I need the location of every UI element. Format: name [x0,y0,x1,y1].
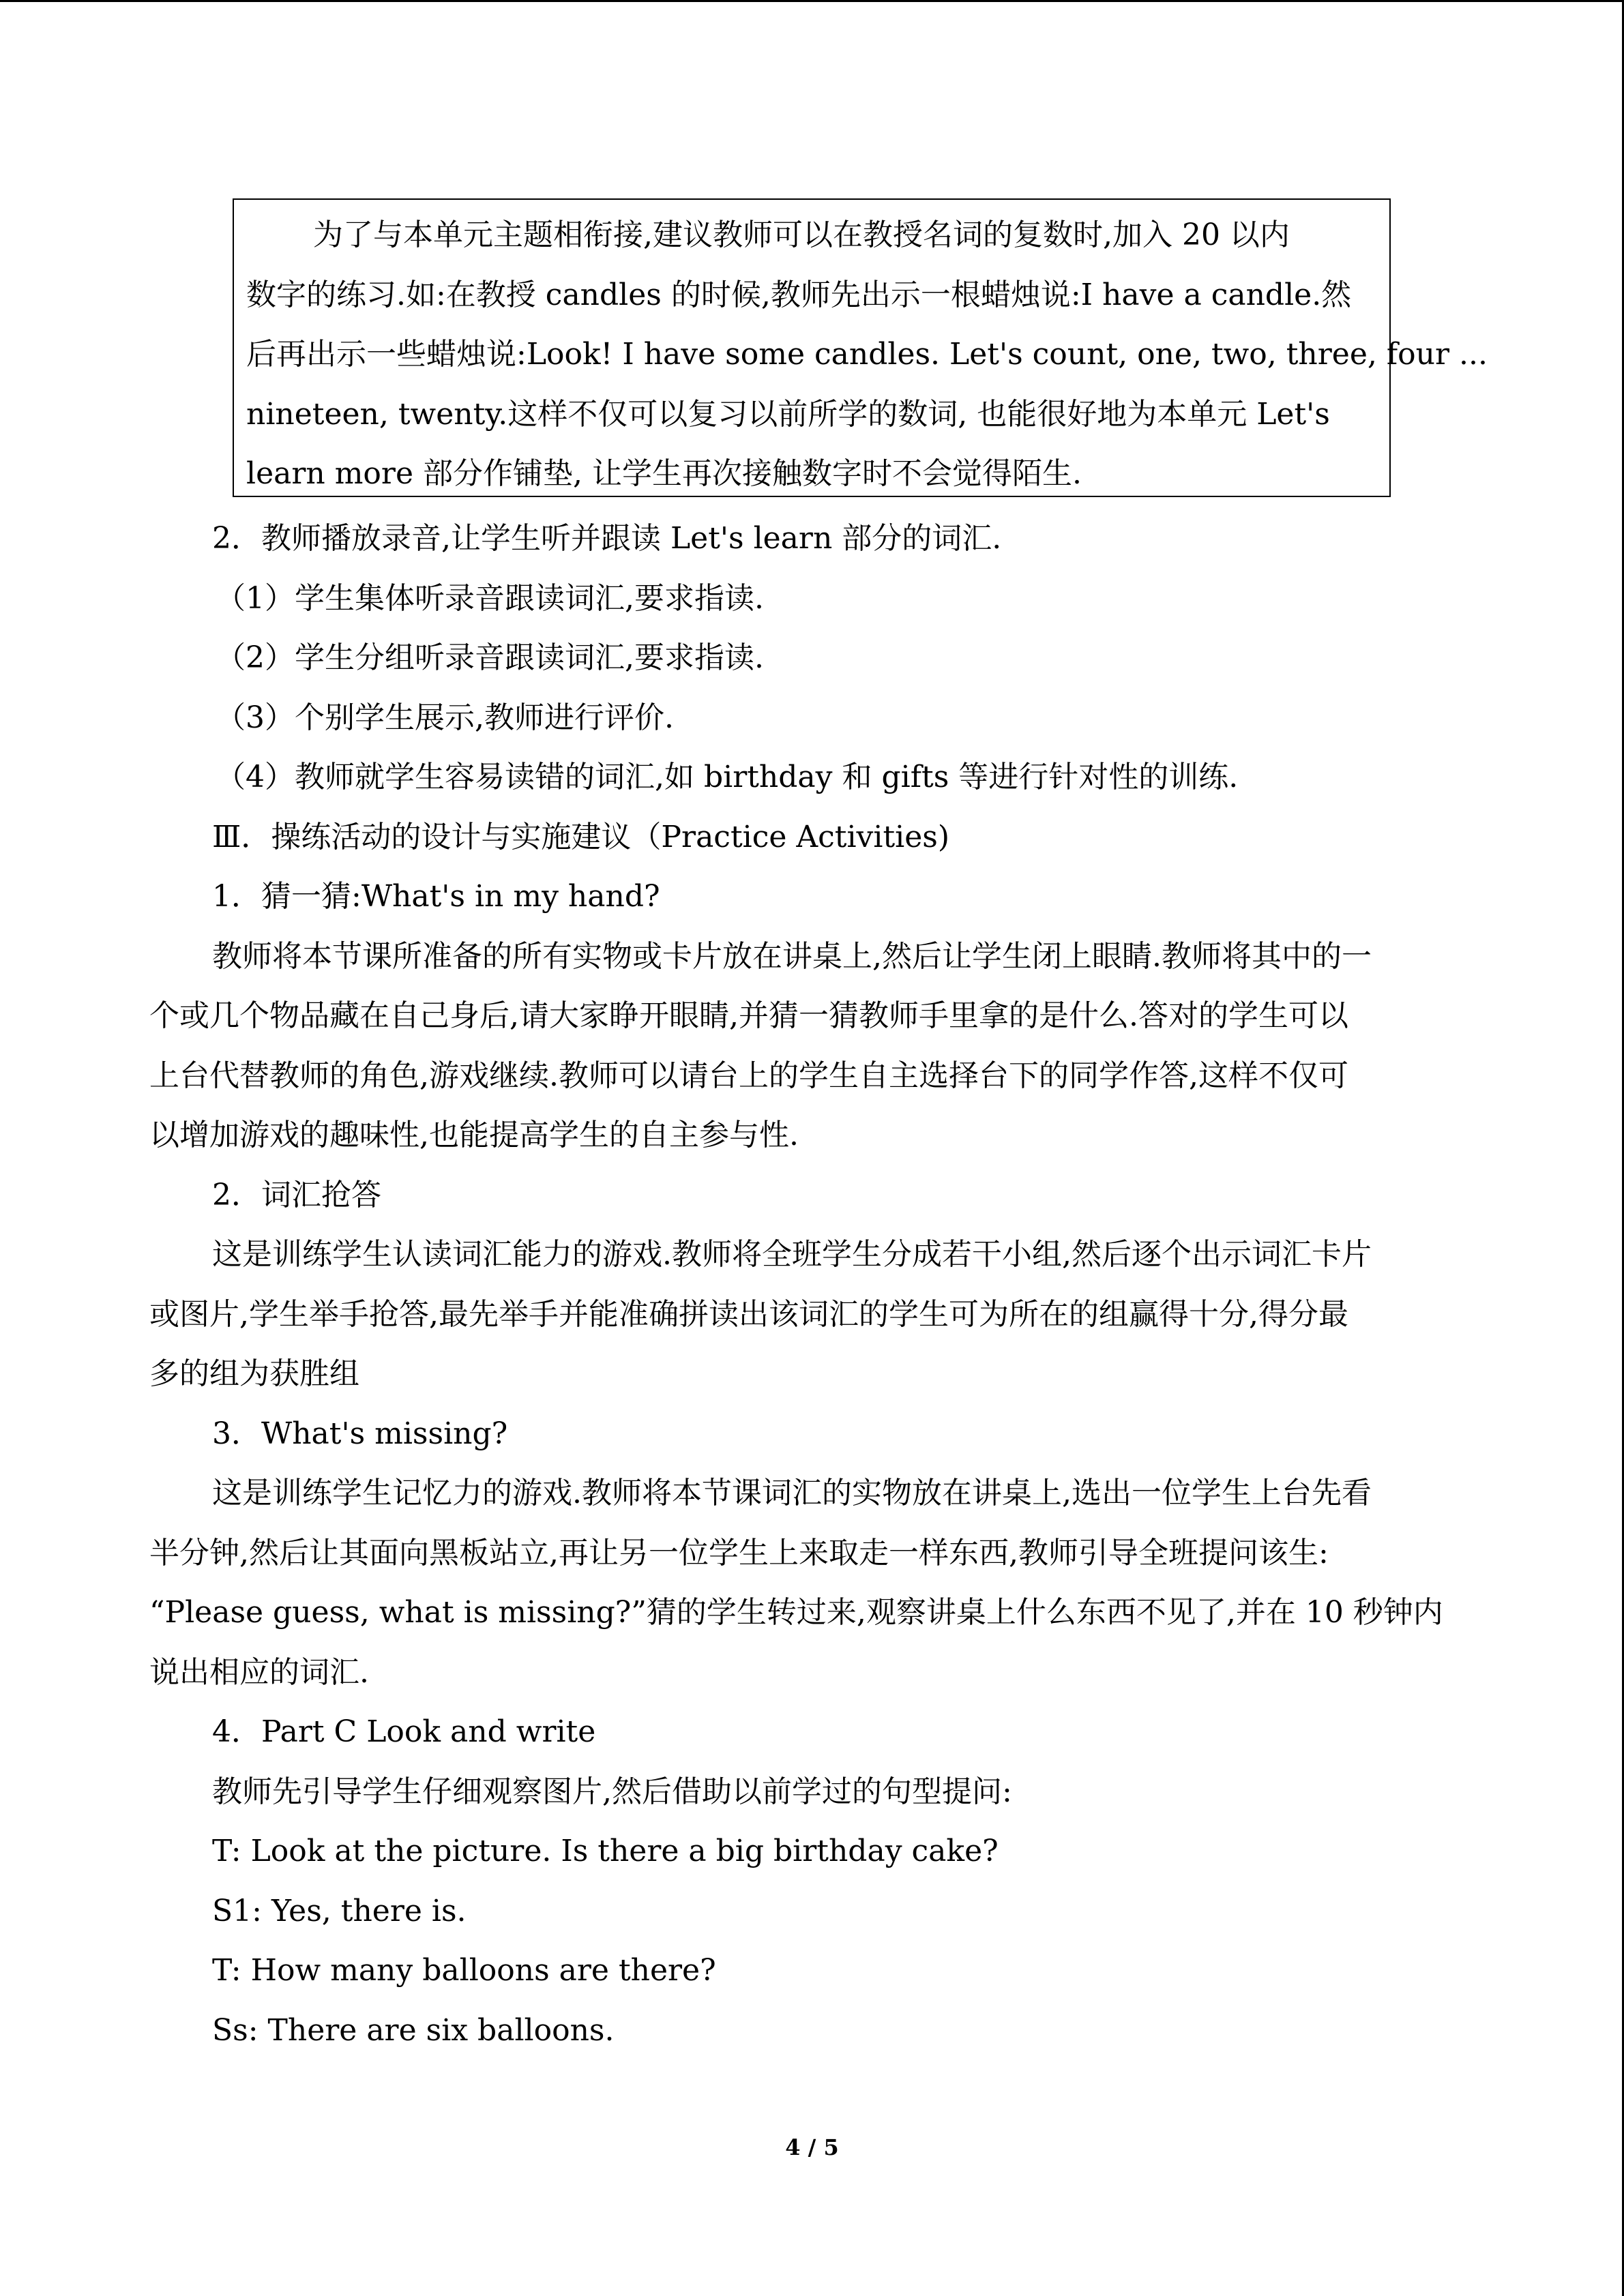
paragraph-line: 多的组为获胜组 [149,1356,359,1391]
dialogue-line: S1: Yes, there is. [212,1894,467,1928]
paragraph-line: 这是训练学生认读词汇能力的游戏.教师将全班学生分成若干小组,然后逐个出示词汇卡片 [212,1237,1372,1272]
dialogue-line: T: How many balloons are there? [212,1953,716,1988]
note-line: 后再出示一些蜡烛说:Look! I have some candles. Let's count, one, two, three, four ... [246,337,1488,372]
step-2-heading: 2．教师播放录音,让学生听并跟读 Let's learn 部分的词汇. [212,521,1002,556]
activity-1-heading: 1．猜一猜:What's in my hand? [212,879,660,914]
note-line: nineteen, twenty.这样不仅可以复习以前所学的数词, 也能很好地为本单元 Let's [246,397,1330,432]
paragraph-line: 个或几个物品藏在自己身后,请大家睁开眼睛,并猜一猜教师手里拿的是什么.答对的学生可以 [149,998,1348,1033]
sub-step-2: （2）学生分组听录音跟读词汇,要求指读. [216,640,764,675]
sub-step-3: （3）个别学生展示,教师进行评价. [216,700,674,735]
paragraph-line: “Please guess, what is missing?”猜的学生转过来,观察讲桌上什么东西不见了,并在 10 秒钟内 [149,1595,1443,1630]
paragraph-line: 半分钟,然后让其面向黑板站立,再让另一位学生上来取走一样东西,教师引导全班提问该生: [149,1536,1329,1570]
sub-step-1: （1）学生集体听录音跟读词汇,要求指读. [216,581,764,616]
page-number: 4 / 5 [785,2134,839,2160]
paragraph-line: 说出相应的词汇. [149,1655,369,1690]
section-iii-heading: Ⅲ．操练活动的设计与实施建议（Practice Activities) [212,820,950,854]
paragraph-line: 上台代替教师的角色,游戏继续.教师可以请台上的学生自主选择台下的同学作答,这样不仅可 [149,1058,1348,1093]
paragraph-line: 教师将本节课所准备的所有实物或卡片放在讲桌上,然后让学生闭上眼睛.教师将其中的一 [212,939,1372,974]
activity-4-heading: 4．Part C Look and write [212,1714,596,1749]
note-box [233,198,1488,497]
paragraph-line: 教师先引导学生仔细观察图片,然后借助以前学过的句型提问: [212,1774,1012,1809]
note-line: 数字的练习.如:在教授 candles 的时候,教师先出示一根蜡烛说:I have a candle.然 [246,278,1352,312]
paragraph-line: 以增加游戏的趣味性,也能提高学生的自主参与性. [149,1118,799,1152]
paragraph-line: 这是训练学生记忆力的游戏.教师将本节课词汇的实物放在讲桌上,选出一位学生上台先看 [212,1476,1372,1510]
page-top-border [0,0,1624,2]
dialogue-line: Ss: There are six balloons. [212,2013,615,2048]
note-line: learn more 部分作铺垫, 让学生再次接触数字时不会觉得陌生. [246,456,1082,491]
activity-2-heading: 2．词汇抢答 [212,1178,381,1212]
dialogue-line: T: Look at the picture. Is there a big birthday cake? [212,1834,999,1868]
sub-step-4: （4）教师就学生容易读错的词汇,如 birthday 和 gifts 等进行针对性的训练. [216,760,1239,794]
paragraph-line: 或图片,学生举手抢答,最先举手并能准确拼读出该词汇的学生可为所在的组赢得十分,得分最 [149,1297,1348,1332]
note-line: 为了与本单元主题相衔接,建议教师可以在教授名词的复数时,加入 20 以内 [313,218,1290,252]
activity-3-heading: 3．What's missing? [212,1416,508,1451]
